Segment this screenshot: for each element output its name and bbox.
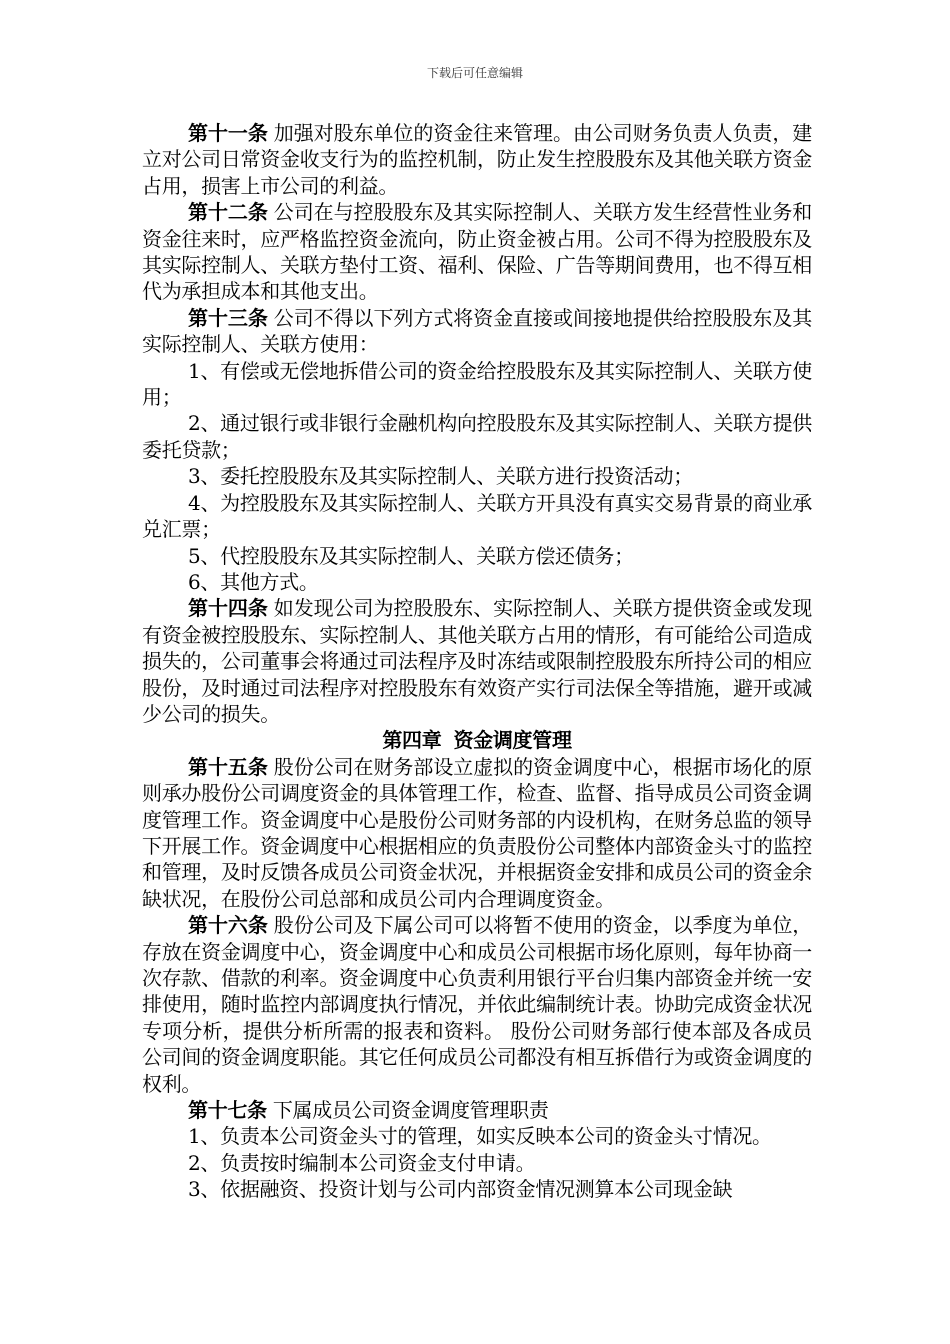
article-text: 如发现公司为控股股东、实际控制人、关联方提供资金或发现有资金被控股股东、实际控制人、其他关联方占用的情形，有可能给公司造成损失的，公司董事会将通过司法程序及时冻结或限制控股股东所持公司的相应股份，及时通过司法程序对控股股东有效资产实行司法保全等措施，避开或减少公司的损失。 bbox=[142, 596, 812, 726]
list-item-text: 3、委托控股股东及其实际控制人、关联方进行投资活动； bbox=[188, 464, 693, 489]
article-label: 第十六条 bbox=[188, 913, 268, 938]
article-14 bbox=[142, 595, 812, 727]
article-label: 第十四条 bbox=[188, 596, 268, 621]
article-label: 第十二条 bbox=[188, 200, 268, 225]
article-17 bbox=[142, 1097, 812, 1123]
list-item-text: 2、通过银行或非银行金融机构向控股股东及其实际控制人、关联方提供委托贷款； bbox=[142, 411, 812, 462]
list-item bbox=[142, 569, 812, 595]
list-item-text: 2、负责按时编制本公司资金支付申请。 bbox=[188, 1150, 536, 1175]
article-text: 公司在与控股股东及其实际控制人、关联方发生经营性业务和资金往来时，应严格监控资金流向，防止资金被占用。公司不得为控股股东及其实际控制人、关联方垫付工资、福利、保险、广告等期间费用，也不得互相代为承担成本和其他支出。 bbox=[142, 200, 812, 304]
article-label: 第十一条 bbox=[188, 121, 268, 145]
list-item bbox=[142, 490, 812, 543]
article-text: 股份公司及下属公司可以将暂不使用的资金，以季度为单位，存放在资金调度中心，资金调度中心和成员公司根据市场化原则，每年协商一次存款、借款的利率。资金调度中心负责利用银行平台归集内部资金并统一安排使用，随时监控内部调度执行情况，并依此编制统计表。协助完成资金状况专项分析，提供分析所需的报表和资料。 股份公司财务部行使本部及各成员公司间的资金调度职能。其它任何成员公司都没有相互拆借行为或资金调度的权利。 bbox=[142, 913, 812, 1096]
chapter-heading bbox=[142, 727, 812, 753]
document-body bbox=[142, 120, 812, 1203]
chapter-number: 第四章 bbox=[382, 728, 442, 753]
article-16 bbox=[142, 912, 812, 1097]
list-item bbox=[142, 1176, 812, 1202]
list-item bbox=[142, 543, 812, 569]
page-header: 下载后可任意编辑 bbox=[426, 66, 523, 80]
list-item bbox=[142, 410, 812, 463]
article-text: 股份公司在财务部设立虚拟的资金调度中心，根据市场化的原则承办股份公司调度资金的具体管理工作，检查、监督、指导成员公司资金调度管理工作。资金调度中心是股份公司财务部的内设机构，在财务总监的领导下开展工作。资金调度中心根据相应的负责股份公司整体内部资金头寸的监控和管理，及时反馈各成员公司资金状况，并根据资金安排和成员公司的资金余缺状况，在股份公司总部和成员公司内合理调度资金。 bbox=[142, 754, 812, 911]
list-item-text: 1、有偿或无偿地拆借公司的资金给控股股东及其实际控制人、关联方使用； bbox=[142, 358, 812, 410]
chapter-title: 资金调度管理 bbox=[453, 728, 572, 753]
article-text: 加强对股东单位的资金往来管理。由公司财务负责人负责，建立对公司日常资金收支行为的监控机制，防止发生控股股东及其他关联方资金占用，损害上市公司的利益。 bbox=[142, 121, 812, 198]
list-item-text: 3、依据融资、投资计划与公司内部资金情况测算本公司现金缺 bbox=[188, 1177, 733, 1202]
article-label: 第十七条 bbox=[188, 1098, 267, 1123]
list-item bbox=[142, 358, 812, 411]
list-item-text: 5、代控股股东及其实际控制人、关联方偿还债务； bbox=[188, 543, 634, 568]
article-15 bbox=[142, 754, 812, 912]
list-item bbox=[142, 463, 812, 489]
article-text: 下属成员公司资金调度管理职责 bbox=[272, 1098, 549, 1123]
list-item bbox=[142, 1123, 812, 1149]
list-item-text: 4、为控股股东及其实际控制人、关联方开具没有真实交易背景的商业承兑汇票； bbox=[142, 490, 812, 542]
article-label: 第十五条 bbox=[188, 754, 268, 779]
article-13 bbox=[142, 305, 812, 358]
list-item-text: 1、负责本公司资金头寸的管理，如实反映本公司的资金头寸情况。 bbox=[188, 1124, 772, 1149]
list-item-text: 6、其他方式。 bbox=[188, 569, 319, 594]
article-12 bbox=[142, 199, 812, 305]
article-text: 公司不得以下列方式将资金直接或间接地提供给控股股东及其实际控制人、关联方使用： bbox=[142, 305, 812, 357]
article-11 bbox=[142, 120, 812, 199]
article-label: 第十三条 bbox=[188, 305, 268, 330]
list-item bbox=[142, 1150, 812, 1176]
